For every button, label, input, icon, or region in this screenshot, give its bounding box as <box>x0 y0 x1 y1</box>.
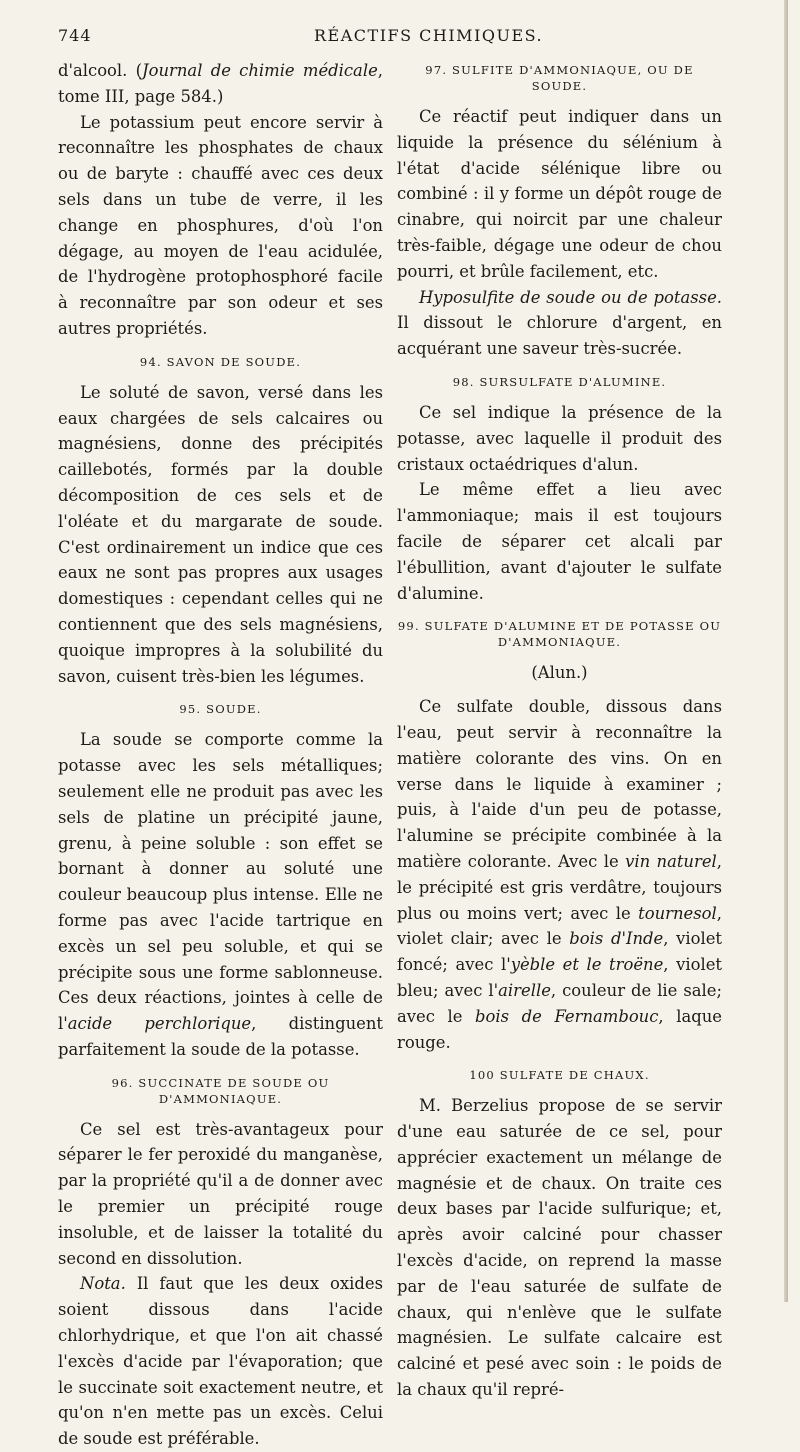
section-heading-97: 97. SULFITE D'AMMONIAQUE, OU DE SOUDE. <box>425 63 694 93</box>
paragraph: Ce réactif peut indiquer dans un liquide la présence du sélénium à l'état d'acide sélénique libre ou combiné : il y forme un dépôt rouge de cinabre, qui noircit par une chaleur très-faible, dégage une odeur de chou pourri, et brûle facilement, etc. <box>397 107 722 281</box>
section-heading-95: 95. SOUDE. <box>179 702 262 717</box>
section-heading-99: 99. SULFATE D'ALUMINE ET DE POTASSE OU D'AMMONIAQUE. <box>397 619 722 650</box>
right-column <box>397 58 722 1403</box>
paragraph: La soude se comporte comme la potasse avec les sels métalliques; seulement elle ne produit pas avec les sels de platine un précipité jaune, grenu, à peine soluble : son effet se bornant à donner au soluté une couleur beaucoup plus intense. Elle ne forme pas avec l'acide tartrique en excès un sel peu soluble, et qui se précipite sous une forme sablonneuse. Ces deux réactions, jointes à celle de l'acide perchlorique, distinguent parfaitement la soude de la potasse. <box>58 730 384 1059</box>
section-subtitle: (Alun.) <box>531 663 588 683</box>
section-heading-94: 94. SAVON DE SOUDE. <box>139 354 302 369</box>
paragraph: Le potassium peut encore servir à reconnaître les phosphates de chaux ou de baryte : chauffé avec ces deux sels dans un tube de verre, il les change en phosphures, d'où l'on dégage, au moyen de l'eau acidulée, de l'hydrogène protophosphoré facile à reconnaître par son odeur et ses autres propriétés. <box>58 112 383 338</box>
paragraph: Ce sulfate double, dissous dans l'eau, peut servir à reconnaître la matière colorante des vins. On en verse dans le liquide à examiner ; puis, à l'aide d'un peu de potasse, l'alumine se précipite combinée à la matière colorante. Avec le vin naturel, le précipité est gris verdâtre, toujours plus ou moins vert; avec le tournesol, violet clair; avec le bois d'Inde, violet foncé; avec l'yèble et le troëne, violet bleu; avec l'airelle, couleur de lie sale; avec le bois de Fernambouc, laque rouge. <box>397 697 723 1052</box>
page-number: 744 <box>58 26 92 45</box>
paragraph: Hyposulfite de soude ou de potasse. Il dissout le chlorure d'argent, en acquérant une saveur très-sucrée. <box>397 287 722 359</box>
paragraph: Le même effet a lieu avec l'ammoniaque; mais il est toujours facile de séparer cet alcali par l'ébullition, avant d'ajouter le sulfate d'alumine. <box>397 480 722 603</box>
section-heading-96: 96. SUCCINATE DE SOUDE OU D'AMMONIAQUE. <box>111 1075 330 1106</box>
section-heading-98: 98. SURSULFATE D'ALUMINE. <box>452 374 667 389</box>
paragraph: Nota. Il faut que les deux oxides soient dissous dans l'acide chlorhydrique, et que l'on ait chassé l'excès d'acide par l'évaporation; que le succinate soit exactement neutre, et qu'on n'en mette pas un excès. Celui de soude est préférable. <box>58 1274 383 1449</box>
paragraph: Ce sel est très-avantageux pour séparer le fer peroxidé du manganèse, par la propriété qu'il a de donner avec le premier un précipité rouge insoluble, et de laisser la totalité du second en dissolution. <box>58 1119 383 1268</box>
section-heading-100: 100 SULFATE DE CHAUX. <box>469 1068 650 1083</box>
paragraph: d'alcool. (Journal de chimie médicale, tome III, page 584.) <box>58 61 383 106</box>
paragraph: M. Berzelius propose de se servir d'une eau saturée de ce sel, pour apprécier exactement un mélange de magnésie et de chaux. On traite ces deux bases par l'acide sulfurique; et, après avoir calciné pour chasser l'excès d'acide, on reprend la masse par de l'eau saturée de sulfate de chaux, qui n'enlève que le sulfate magnésien. Le sulfate calcaire est calciné et pesé avec soin : le poids de la chaux qu'il repré- <box>397 1096 722 1400</box>
page-edge-shadow <box>784 0 788 1302</box>
left-column <box>58 58 383 1452</box>
paragraph: Le soluté de savon, versé dans les eaux chargées de sels calcaires ou magnésiens, donne des précipités caillebotés, formés par la double décomposition de ces sels et de l'oléate et du margarate de soude. C'est ordinairement un indice que ces eaux ne sont pas propres aux usages domestiques : cependant celles qui ne contiennent que des sels magnésiens, quoique impropres à la solubilité du savon, cuisent très-bien les légumes. <box>58 382 383 686</box>
running-title: RÉACTIFS CHIMIQUES. <box>314 26 544 45</box>
paragraph: Ce sel indique la présence de la potasse, avec laquelle il produit des cristaux octaédriques d'alun. <box>397 402 722 474</box>
running-header <box>58 26 718 54</box>
